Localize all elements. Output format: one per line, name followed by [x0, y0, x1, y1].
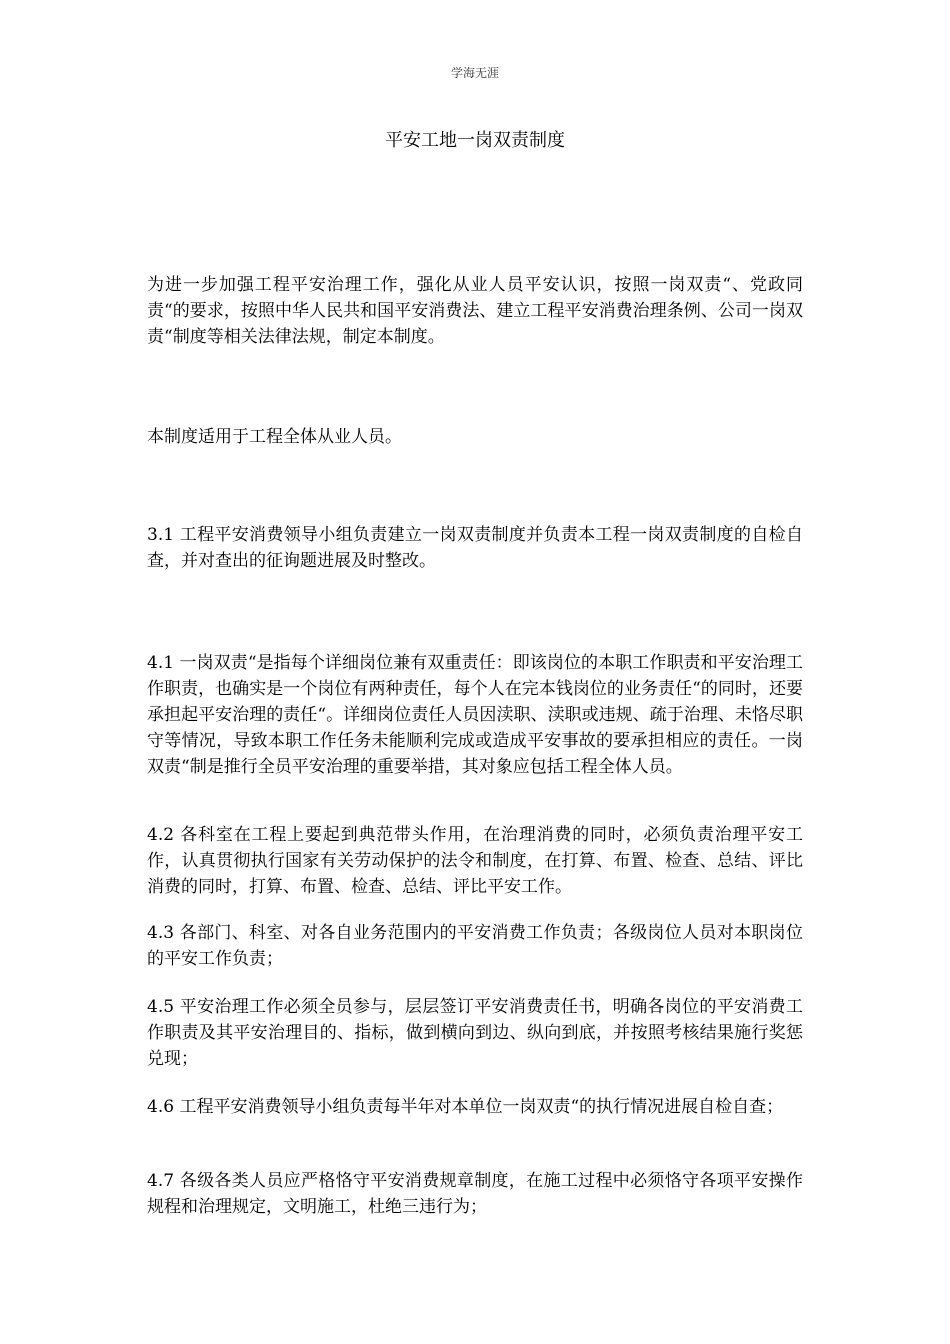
paragraph-4-7: 4.7 各级各类人员应严格恪守平安消费规章制度，在施工过程中必须恪守各项平安操作规程和治理规定，文明施工，杜绝三违行为；	[147, 1171, 803, 1217]
paragraph-scope: 本制度适用于工程全体从业人员。	[147, 427, 402, 447]
paragraph-4-6: 4.6 工程平安消费领导小组负责每半年对本单位一岗双责“的执行情况进展自检自查；	[147, 1097, 784, 1117]
paragraph-intro: 为进一步加强工程平安治理工作，强化从业人员平安认识，按照一岗双责“、党政同责“的要求，按照中华人民共和国平安消费法、建立工程平安消费治理条例、公司一岗双责“制度等相关法律法规，制定本制度。	[147, 275, 803, 347]
paragraph-4-3: 4.3 各部门、科室、对各自业务范围内的平安消费工作负责；各级岗位人员对本职岗位的平安工作负责；	[147, 923, 803, 969]
paragraph-4-2: 4.2 各科室在工程上要起到典范带头作用，在治理消费的同时，必须负责治理平安工作，认真贯彻执行国家有关劳动保护的法令和制度，在打算、布置、检查、总结、评比消费的同时，打算、布置、检查、总结、评比平安工作。	[147, 825, 803, 897]
page-header: 学海无涯	[450, 66, 499, 80]
paragraph-4-5: 4.5 平安治理工作必须全员参与，层层签订平安消费责任书，明确各岗位的平安消费工作职责及其平安治理目的、指标，做到横向到边、纵向到底，并按照考核结果施行奖惩兑现；	[147, 997, 803, 1069]
paragraph-4-1: 4.1 一岗双责“是指每个详细岗位兼有双重责任：即该岗位的本职工作职责和平安治理工作职责，也确实是一个岗位有两种责任，每个人在完本钱岗位的业务责任“的同时，还要承担起平安治理的责任“。详细岗位责任人员因渎职、渎职或违规、疏于治理、未恪尽职守等情况，导致本职工作任务未能顺利完成或造成平安事故的要承担相应的责任。一岗双责“制是推行全员平安治理的重要举措，其对象应包括工程全体人员。	[147, 653, 803, 777]
paragraph-3-1: 3.1 工程平安消费领导小组负责建立一岗双责制度并负责本工程一岗双责制度的自检自查，并对查出的征询题进展及时整改。	[147, 525, 803, 571]
document-title: 平安工地一岗双责制度	[385, 130, 565, 151]
